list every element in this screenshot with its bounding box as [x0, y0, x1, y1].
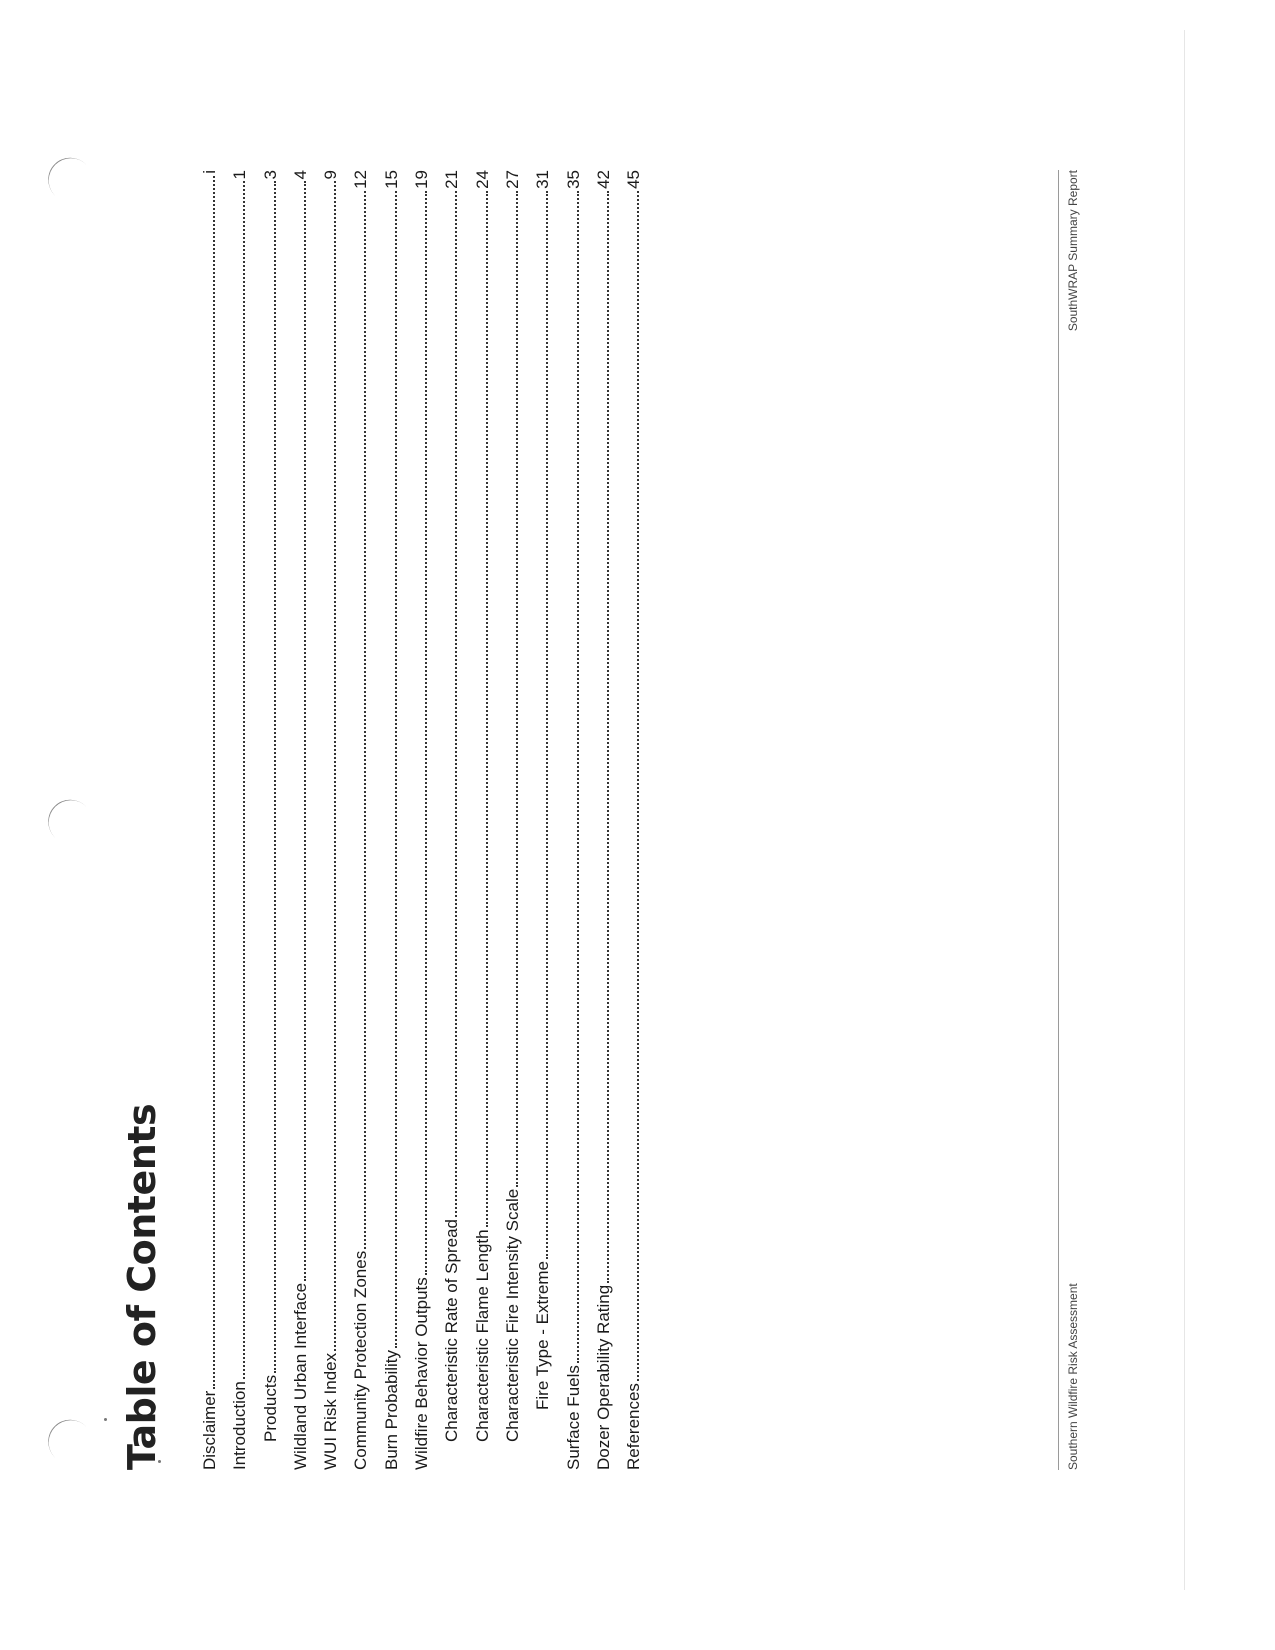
toc-dot-leader — [303, 181, 306, 1280]
toc-entry-page-number: 42 — [593, 170, 613, 189]
toc-entry-label: Burn Probability — [381, 1349, 401, 1470]
toc-dot-leader — [606, 191, 609, 1283]
toc-dot-leader — [394, 191, 397, 1348]
toc-entry[interactable] — [382, 170, 412, 1470]
toc-entry-label: WUI Risk Index — [321, 1352, 341, 1470]
toc-dot-leader — [545, 191, 548, 1259]
footer-left-text: Southern Wildfire Risk Assessment — [1066, 1283, 1080, 1470]
toc-entry[interactable] — [473, 170, 503, 1470]
toc-entry-page-number: i — [200, 170, 219, 174]
toc-entry[interactable] — [564, 170, 594, 1470]
toc-entry[interactable] — [503, 170, 533, 1470]
footer-rule — [1058, 170, 1059, 1470]
scan-speck — [104, 1418, 107, 1421]
toc-entry-label: Wildfire Behavior Outputs — [412, 1277, 432, 1470]
punch-hole-mark — [39, 149, 102, 212]
toc-entry-label: Characteristic Rate of Spread — [442, 1219, 462, 1442]
toc-entry-label: Products — [260, 1374, 280, 1442]
toc-entry[interactable] — [261, 170, 291, 1470]
toc-list — [200, 170, 654, 1470]
toc-entry-label: Characteristic Fire Intensity Scale — [502, 1188, 522, 1442]
toc-entry-page-number: 24 — [472, 170, 492, 189]
toc-entry-page-number: 45 — [624, 170, 644, 189]
toc-entry-label: References — [624, 1383, 644, 1470]
toc-dot-leader — [636, 191, 639, 1381]
scan-edge-line — [1184, 30, 1185, 1590]
punch-hole-mark — [39, 791, 102, 854]
toc-entry-label: Characteristic Flame Length — [472, 1229, 492, 1442]
toc-entry-page-number: 12 — [351, 170, 371, 189]
toc-entry-label: Dozer Operability Rating — [593, 1284, 613, 1470]
toc-dot-leader — [273, 181, 276, 1372]
toc-entry-page-number: 4 — [290, 170, 310, 180]
page-title: Table of Contents — [120, 1103, 164, 1470]
toc-entry-label: Disclaimer — [200, 1390, 219, 1470]
toc-dot-leader — [515, 191, 518, 1187]
toc-entry[interactable] — [594, 170, 624, 1470]
toc-entry[interactable] — [442, 170, 472, 1470]
punch-hole-mark — [39, 1411, 102, 1474]
toc-entry-label: Community Protection Zones — [351, 1250, 371, 1470]
toc-entry-page-number: 19 — [412, 170, 432, 189]
toc-entry[interactable] — [412, 170, 442, 1470]
toc-dot-leader — [485, 191, 488, 1227]
toc-dot-leader — [454, 191, 457, 1217]
toc-entry[interactable] — [291, 170, 321, 1470]
rotated-page-content — [120, 170, 1160, 1470]
toc-entry-page-number: 9 — [321, 170, 341, 180]
toc-entry-page-number: 1 — [230, 170, 250, 180]
toc-entry-label: Wildland Urban Interface — [290, 1282, 310, 1470]
toc-dot-leader — [363, 191, 366, 1249]
toc-entry[interactable] — [351, 170, 381, 1470]
toc-dot-leader — [212, 176, 215, 1389]
toc-entry[interactable] — [200, 170, 230, 1470]
toc-entry-page-number: 21 — [442, 170, 462, 189]
toc-entry-page-number: 27 — [502, 170, 522, 189]
toc-dot-leader — [242, 181, 245, 1379]
toc-entry-page-number: 35 — [563, 170, 583, 189]
toc-entry-label: Surface Fuels — [563, 1365, 583, 1470]
toc-entry[interactable] — [533, 170, 563, 1470]
toc-entry[interactable] — [230, 170, 260, 1470]
toc-entry-label: Introduction — [230, 1381, 250, 1470]
toc-entry-page-number: 15 — [381, 170, 401, 189]
toc-dot-leader — [424, 191, 427, 1275]
toc-entry[interactable] — [624, 170, 654, 1470]
toc-entry-label: Fire Type - Extreme — [533, 1261, 553, 1410]
toc-entry-page-number: 3 — [260, 170, 280, 180]
footer-right-text: SouthWRAP Summary Report — [1066, 170, 1080, 332]
toc-entry[interactable] — [321, 170, 351, 1470]
toc-dot-leader — [576, 191, 579, 1363]
toc-entry-page-number: 31 — [533, 170, 553, 189]
toc-dot-leader — [333, 181, 336, 1350]
